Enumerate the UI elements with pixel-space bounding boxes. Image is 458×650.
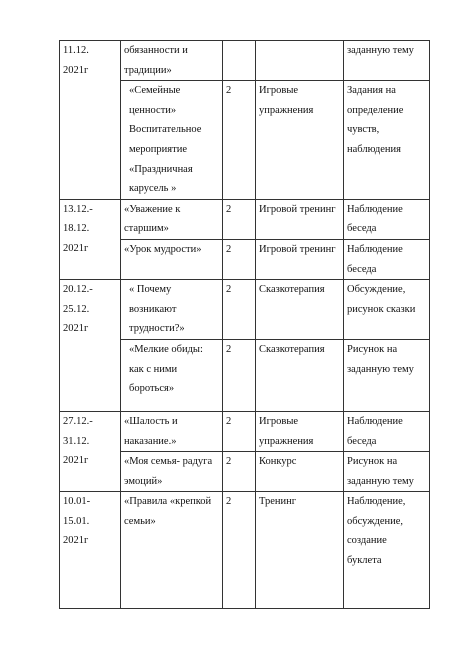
- form-cell: Игровые упражнения: [256, 411, 344, 451]
- hours-cell: 2: [223, 411, 256, 451]
- control-cell: Рисунок на заданную тему: [344, 339, 430, 411]
- topic-cell: обязанности и традиции»: [121, 41, 223, 81]
- form-cell: [256, 41, 344, 81]
- table-row: [60, 280, 430, 340]
- form-cell: Тренинг: [256, 492, 344, 609]
- hours-cell: 2: [223, 492, 256, 609]
- table-row: [60, 492, 430, 609]
- table-row: [60, 411, 430, 451]
- hours-cell: 2: [223, 239, 256, 279]
- control-cell: Наблюдение беседа: [344, 239, 430, 279]
- date-cell: 20.12.- 25.12. 2021г: [60, 280, 121, 412]
- control-cell: Наблюдение, обсуждение, создание буклета: [344, 492, 430, 609]
- date-cell: 27.12.- 31.12. 2021г: [60, 411, 121, 491]
- hours-cell: 2: [223, 280, 256, 340]
- control-cell: Рисунок на заданную тему: [344, 452, 430, 492]
- form-cell: Игровой тренинг: [256, 239, 344, 279]
- topic-cell: «Моя семья- радуга эмоций»: [121, 452, 223, 492]
- topic-cell: «Урок мудрости»: [121, 239, 223, 279]
- control-cell: Наблюдение беседа: [344, 199, 430, 239]
- form-cell: Игровые упражнения: [256, 81, 344, 200]
- date-cell: 10.01- 15.01. 2021г: [60, 492, 121, 609]
- hours-cell: 2: [223, 199, 256, 239]
- hours-cell: 2: [223, 452, 256, 492]
- form-cell: Игровой тренинг: [256, 199, 344, 239]
- topic-cell: «Шалость и наказание.»: [121, 411, 223, 451]
- topic-cell: «Семейные ценности» Воспитательное мероприятие «Праздничная карусель »: [121, 81, 223, 200]
- date-cell: 11.12. 2021г: [60, 41, 121, 200]
- hours-cell: 2: [223, 339, 256, 411]
- form-cell: Конкурс: [256, 452, 344, 492]
- control-cell: Обсуждение, рисунок сказки: [344, 280, 430, 340]
- form-cell: Сказкотерапия: [256, 339, 344, 411]
- hours-cell: [223, 41, 256, 81]
- topic-cell: «Уважение к старшим»: [121, 199, 223, 239]
- topic-cell: « Почему возникают трудности?»: [121, 280, 223, 340]
- table-row: [60, 41, 430, 81]
- topic-cell: «Мелкие обиды: как с ними бороться»: [121, 339, 223, 411]
- date-cell: 13.12.- 18.12. 2021г: [60, 199, 121, 279]
- hours-cell: 2: [223, 81, 256, 200]
- control-cell: заданную тему: [344, 41, 430, 81]
- schedule-table: [59, 40, 430, 609]
- control-cell: Задания на определение чувств, наблюдения: [344, 81, 430, 200]
- topic-cell: «Правила «крепкой семьи»: [121, 492, 223, 609]
- form-cell: Сказкотерапия: [256, 280, 344, 340]
- table-row: [60, 199, 430, 239]
- control-cell: Наблюдение беседа: [344, 411, 430, 451]
